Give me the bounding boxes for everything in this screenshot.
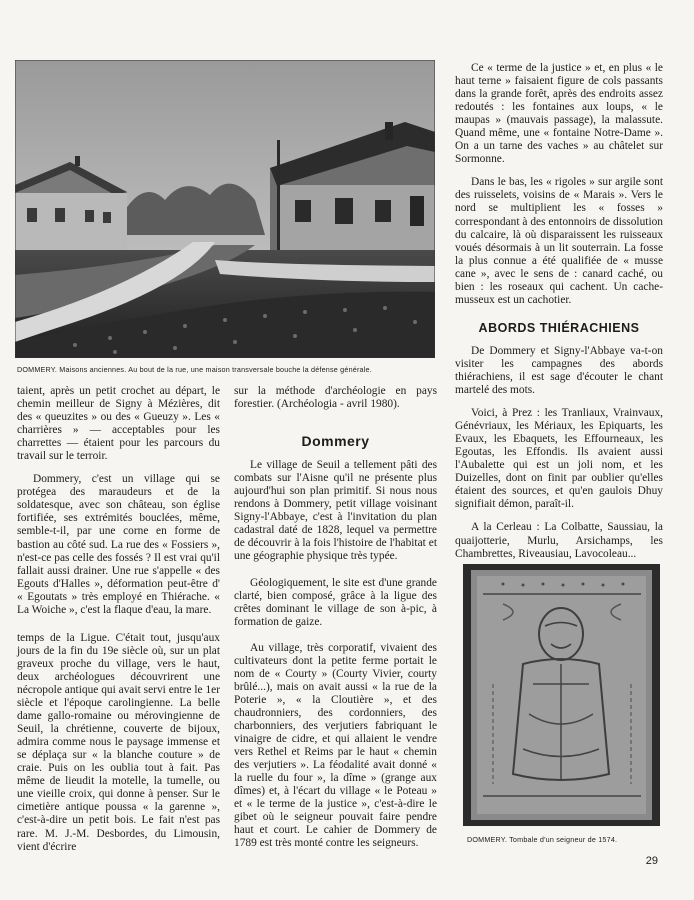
left-column [17, 385, 220, 854]
right-paragraph-2: Dans le bas, les « rigoles » sur argile sont des ruisselets, voisins de « Marais ». Vers le nord se multiplient les « fosses » correspondant à des entonnoirs de dissolution du calcaire, là où disparaissent les ruisseaux voués désormais à un lit souterrain. La fosse la plus connue a été qualifiée de « musse cane », avec le sens de : canard caché, ou bien : les roseaux qui cachent. Un cache-musseux est un cachotier. [455, 176, 663, 306]
left-paragraph-1: taient, après un petit crochet au départ, le chemin meilleur de Signy à Mézières, dit des « queuzites » ou des « Gueuzy ». Les « charrières » — acceptables pour les charrettes — étaient pour les parcours du travail sur le terroir. [17, 385, 220, 463]
page-number: 29 [645, 855, 658, 867]
tombstone-photo [463, 564, 660, 826]
middle-paragraph-3: Géologiquement, le site est d'une grande clarté, bien composé, grâce à la ligue des crêtes dominant le village de son à-pic, à formation de gaize. [234, 576, 437, 628]
right-paragraph-3: De Dommery et Signy-l'Abbaye va-t-on visiter les campagnes des abords thiérachiens, il est sage d'écouter le chant martelé des mots. [455, 344, 663, 397]
section-heading-dommery: Dommery [301, 433, 370, 450]
middle-paragraph-4: Au village, très corporatif, vivaient des cultivateurs dont la petite ferme portait le nom de « Courty » (Courty Vivier, courty brûlé...), mais on avait aussi « la rue de la Poterie », « la Cloutière », et des chaudronniers, des cordonniers, des charbonniers, des verjutiers fabriquant le vinaigre de cidre, et qui allaient le vendre vers Rethel et Reims par le haut « chemin des verjutiers ». La féodalité avait donné « la ruelle du four », la dîme » (grange aux dîmes) et, à l'écart du village « le Poteau » et « le terme de la justice », c'est-à-dire le gibet où le seigneur pouvait faire pendre haut et court. Le cahier de Dommery de 1789 est très monté contre les seigneurs. [234, 641, 437, 850]
middle-paragraph-1: sur la méthode d'archéologie en pays forestier. (Archéologia - avril 1980). [234, 385, 437, 411]
left-paragraph-3: temps de la Ligue. C'était tout, jusqu'aux jours de la fin du 19e siècle où, sur un plat graveux proche du village, vers le haut, deux archéologues découvrirent une nécropole antique qui avait servi entre le 1er siècle et l'époque carolingienne. La belle dame gallo-romaine ou mérovingienne de Seuil, la chrétienne, couverte de bijoux, admira comme nous le paysage immense et se déplaça sur « la blanche couture » de craie. Puis on les oublia tout à fait. Pas même de lieudit la motelle, la tumelle, ou une vieille croix, qui donne à penser. Sur le cimetière antique poussa « la garenne », c'est-à-dire un petit bois. Le fait n'est pas rare. M. J.-M. Desbordes, du Limousin, vient d'écrire [17, 631, 220, 853]
middle-paragraph-2: Le village de Seuil a tellement pâti des combats sur l'Aisne qu'il ne présente plus aujourd'hui son plan primitif. Si nous nous rendons à Dommery, petit village voisinant Signy-l'Abbaye, c'est à l'invitation du plan cadastral daté de 1828, lequel va permettre de découvrir à la fois l'histoire de l'habitat et une géographie physique très typée. [234, 459, 437, 563]
village-photo-caption: DOMMERY. Maisons anciennes. Au bout de la rue, une maison transversale bouche la défense générale. [17, 365, 372, 374]
right-paragraph-5: A la Cerleau : La Colbatte, Saussiau, la quaijotterie, Murlu, Arsichamps, les Chambrettes, Riveausiau, Lavocoleau... [455, 521, 663, 560]
right-paragraph-4: Voici, à Prez : les Tranliaux, Vrainvaux, Génévriaux, les Mériaux, les Epiquarts, les Evaux, les Ebaquets, les Effourneaux, les Egoutas, les Effondis. Ils avaient aussi l'Aubalette qui est un joli nom, et les Duizelles, dont on finit par oublier qu'elles étaient des sources, et qu'en gaulois Dhuy signifiait démon, paraît-il. [455, 407, 663, 511]
right-paragraph-1: Ce « terme de la justice » et, en plus « le haut terne » faisaient figure de cols passants dans la grande forêt, après des endroits assez redoutés : les fontaines aux loups, « le maupas » (mauvais passage), la malassute. Quand même, une « fontaine Notre-Dame ». On a un tarne des vaches » au châtelet sur Sormonne. [455, 62, 663, 166]
left-paragraph-2: Dommery, c'est un village qui se protégea des maraudeurs et de la soldatesque, avec son château, son église fortifiée, ses extrémités bouclées, même, semble-t-il, par une corne en forme de bastion au côté sud. La rue des « Fossiers », n'est-ce pas celle des fossés ? Il est vrai qu'il fallait aussi drainer. Une rue s'appelle « des Egouts d'Halles », déformation peut-être d' « Egoutats » très employé en Thiérache. « La Woiche », c'est la flaque d'eau, la mare. [17, 473, 220, 616]
middle-column [234, 385, 437, 850]
tombstone-photo-caption: DOMMERY. Tombale d'un seigneur de 1574. [467, 835, 618, 844]
section-heading-abords: ABORDS THIÉRACHIENS [478, 320, 640, 335]
village-photo [15, 60, 435, 358]
right-column [455, 62, 663, 561]
